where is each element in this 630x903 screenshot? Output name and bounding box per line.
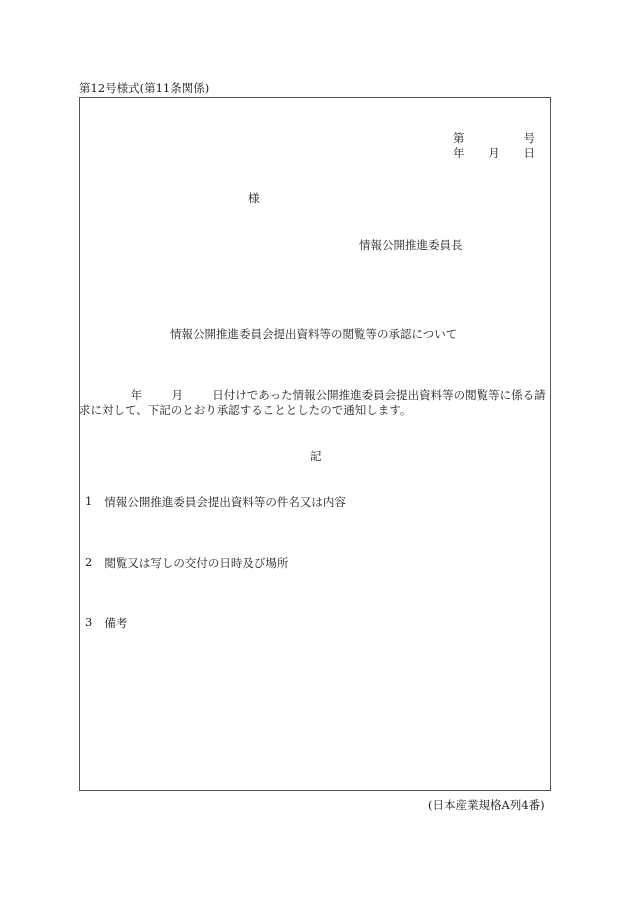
item-number: 1 — [85, 494, 93, 508]
number-suffix: 号 — [523, 131, 535, 145]
form-number: 第12号様式(第11条関係) — [79, 81, 210, 95]
body-line-1 — [79, 387, 546, 403]
number-prefix: 第 — [453, 131, 465, 145]
date-year: 年 — [453, 146, 465, 160]
body-month: 月 — [171, 388, 183, 402]
ki-heading: 記 — [310, 449, 322, 463]
item-label: 備考 — [104, 616, 128, 630]
list-item — [85, 555, 288, 571]
paper-size-note: (日本産業規格A列4番) — [428, 798, 545, 812]
date-month: 月 — [488, 146, 500, 160]
sender-title: 情報公開推進委員長 — [359, 238, 463, 252]
item-label: 情報公開推進委員会提出資料等の件名又は内容 — [104, 495, 346, 509]
addressee-suffix: 様 — [248, 191, 260, 205]
document-number-line — [453, 130, 535, 146]
item-label: 閲覧又は写しの交付の日時及び場所 — [104, 556, 289, 570]
list-item — [85, 494, 346, 510]
item-number: 2 — [85, 555, 93, 569]
date-day: 日 — [523, 146, 535, 160]
body-year: 年 — [130, 388, 143, 402]
document-date-line — [453, 145, 535, 161]
body-line-1-text: 日付けであった情報公開推進委員会提出資料等の閲覧等に係る請 — [212, 388, 546, 402]
item-number: 3 — [85, 615, 93, 629]
document-subject: 情報公開推進委員会提出資料等の閲覧等の承認について — [170, 327, 458, 341]
document-frame — [79, 97, 551, 791]
list-item — [85, 615, 127, 631]
body-line-2: 求に対して、下記のとおり承認することとしたので通知します。 — [79, 403, 412, 417]
